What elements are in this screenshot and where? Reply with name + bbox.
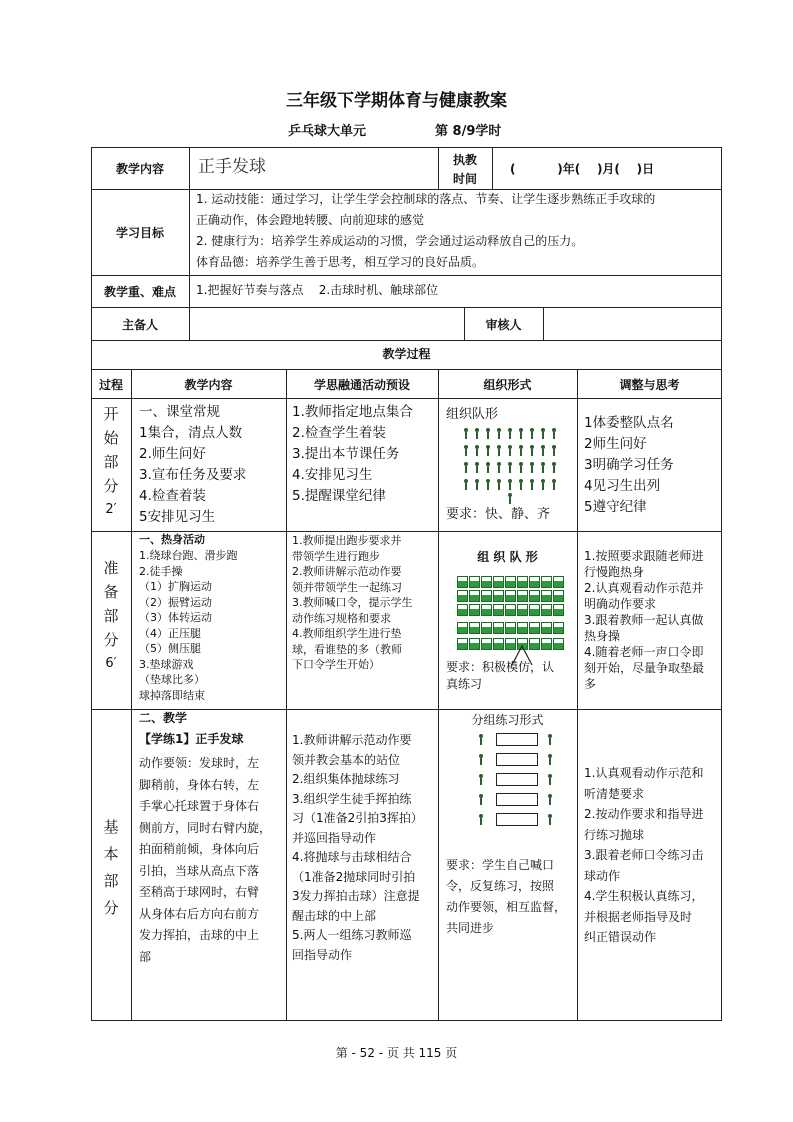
phase-char: 分 <box>103 899 119 917</box>
drill-org-note: 要求：学生自己喊口 令，反复练习，按照 动作要领，相互监督， 共同进步 <box>446 858 567 935</box>
warmup-activities: 1.教师提出跑步要求并 带领学生进行跑步 2.教师讲解示范动作要 领并带领学生一起练习 3.教师喊口令，提示学生 动作练习规格和要求 4.教师组织学生进行垫 球，看谁垫的多（教师 下口令学生开始） <box>292 534 413 671</box>
warmup-title: 一、热身活动 <box>139 533 205 546</box>
exec-time-label-2: 时间 <box>452 172 477 186</box>
phase-char: 准 <box>103 559 119 577</box>
phase-char: 本 <box>103 845 119 863</box>
phase-char: 部 <box>103 872 119 890</box>
start-content: 一、课堂常规 1集合，清点人数 2.师生问好 3.宣布任务及要求 4.检查着装 5安排见习生 <box>139 404 247 525</box>
start-activities: 1.教师指定地点集合 2.检查学生着装 3.提出本节课任务 4.安排见习生 5.提醒课堂纪律 <box>292 404 413 504</box>
warmup-content: 1.绕球台跑、滑步跑 2.徒手操 （1）扩胸运动 （2）振臂运动 （3）体转运动 （4）正压腿 （5）侧压腿 3.垫球游戏 （垫球比多） 球掉落即结束 <box>139 549 238 702</box>
goal-line: 正确动作，体会蹬地转腰、向前迎球的感觉 <box>196 213 425 227</box>
warmup-org-title: 组 织 队 形 <box>477 550 538 564</box>
goals-label: 学习目标 <box>115 226 164 240</box>
key-points-value: 1.把握好节奏与落点 2.击球时机、触球部位 <box>196 283 439 297</box>
drill-activities: 1.教师讲解示范动作要 领并教会基本的站位 2.组织集体抛球练习 3.组织学生徒手挥拍练 习（1准备2引拍3挥拍） 并巡回指导动作 4.将抛球与击球相结合 （1准备2抛球同时引拍 3发力挥拍击球）注意提 醒击球的中上部 5.两人一组练习教师巡 回指导动作 <box>292 733 423 962</box>
warmup-org-note: 要求：积极模仿，认 真练习 <box>446 660 555 691</box>
col-header-activities: 学思融通活动预设 <box>313 378 410 392</box>
lesson-number: 第 8/9学时 <box>435 124 502 139</box>
goal-line: 2. 健康行为：培养学生养成运动的习惯，学会通过运动释放自己的压力。 <box>196 234 584 248</box>
page-footer: 第 - 52 - 页 共 115 页 <box>335 1046 458 1060</box>
author-label: 主备人 <box>121 318 158 332</box>
document-title: 三年级下学期体育与健康教案 <box>286 91 507 111</box>
content-value: 正手发球 <box>198 157 266 177</box>
process-heading: 教学过程 <box>382 347 431 361</box>
phase-duration: 6′ <box>105 656 117 671</box>
col-header-organization: 组织形式 <box>483 378 532 392</box>
col-header-adjustment: 调整与思考 <box>619 378 680 392</box>
col-header-phase: 过程 <box>98 378 123 392</box>
phase-char: 备 <box>103 583 119 601</box>
reviewer-label: 审核人 <box>485 318 522 332</box>
drill-content: 动作要领：发球时，左 脚稍前，身体右转，左 手掌心托球置于身体右 侧前方，同时右臂内旋， 拍面稍前倾，身体向后 引拍，当球从高点下落 至稍高于球网时，右臂 从身体右后方向右前方 发力挥拍，击球的中上 部 <box>139 756 272 964</box>
start-adjust: 1体委整队点名 2师生问好 3明确学习任务 4见习生出列 5遵守纪律 <box>584 415 674 515</box>
phase-duration: 2′ <box>105 502 117 517</box>
drill-title: 【学练1】正手发球 <box>139 732 244 746</box>
phase-char: 分 <box>103 477 119 495</box>
col-header-content: 教学内容 <box>184 378 233 392</box>
content-label: 教学内容 <box>115 162 164 176</box>
drill-adjust: 1.认真观看动作示范和 听清楚要求 2.按动作要求和指导进 行练习抛球 3.跟着老师口令练习击 球动作 4.学生积极认真练习， 并根据老师指导及时 纠正错误动作 <box>584 766 704 944</box>
teaching-title: 二、教学 <box>139 711 188 725</box>
goal-line: 1. 运动技能：通过学习，让学生学会控制球的落点、节奏、让学生逐步熟练正手攻球的 <box>196 192 656 206</box>
phase-char: 始 <box>103 429 119 447</box>
date-field: ( )年( )月( )日 <box>510 162 655 176</box>
start-org-title: 组织队形 <box>446 407 499 422</box>
phase-char: 部 <box>103 453 119 471</box>
key-points-label: 教学重、难点 <box>103 285 176 299</box>
drill-org-title: 分组练习形式 <box>471 713 544 727</box>
exec-time-label-1: 执教 <box>452 153 477 167</box>
phase-char: 部 <box>103 607 119 625</box>
phase-char: 基 <box>103 818 119 836</box>
phase-char: 分 <box>103 631 119 649</box>
warmup-adjust: 1.按照要求跟随老师进 行慢跑热身 2.认真观看动作示范并 明确动作要求 3.跟着教师一起认真做 热身操 4.随着老师一声口令即 刻开始，尽量争取垫最 多 <box>584 549 705 691</box>
phase-char: 开 <box>103 405 119 423</box>
start-org-note: 要求：快、静、齐 <box>446 507 551 522</box>
unit-name: 乒乓球大单元 <box>288 124 367 139</box>
goal-line: 体育品德：培养学生善于思考，相互学习的良好品质。 <box>196 255 485 269</box>
